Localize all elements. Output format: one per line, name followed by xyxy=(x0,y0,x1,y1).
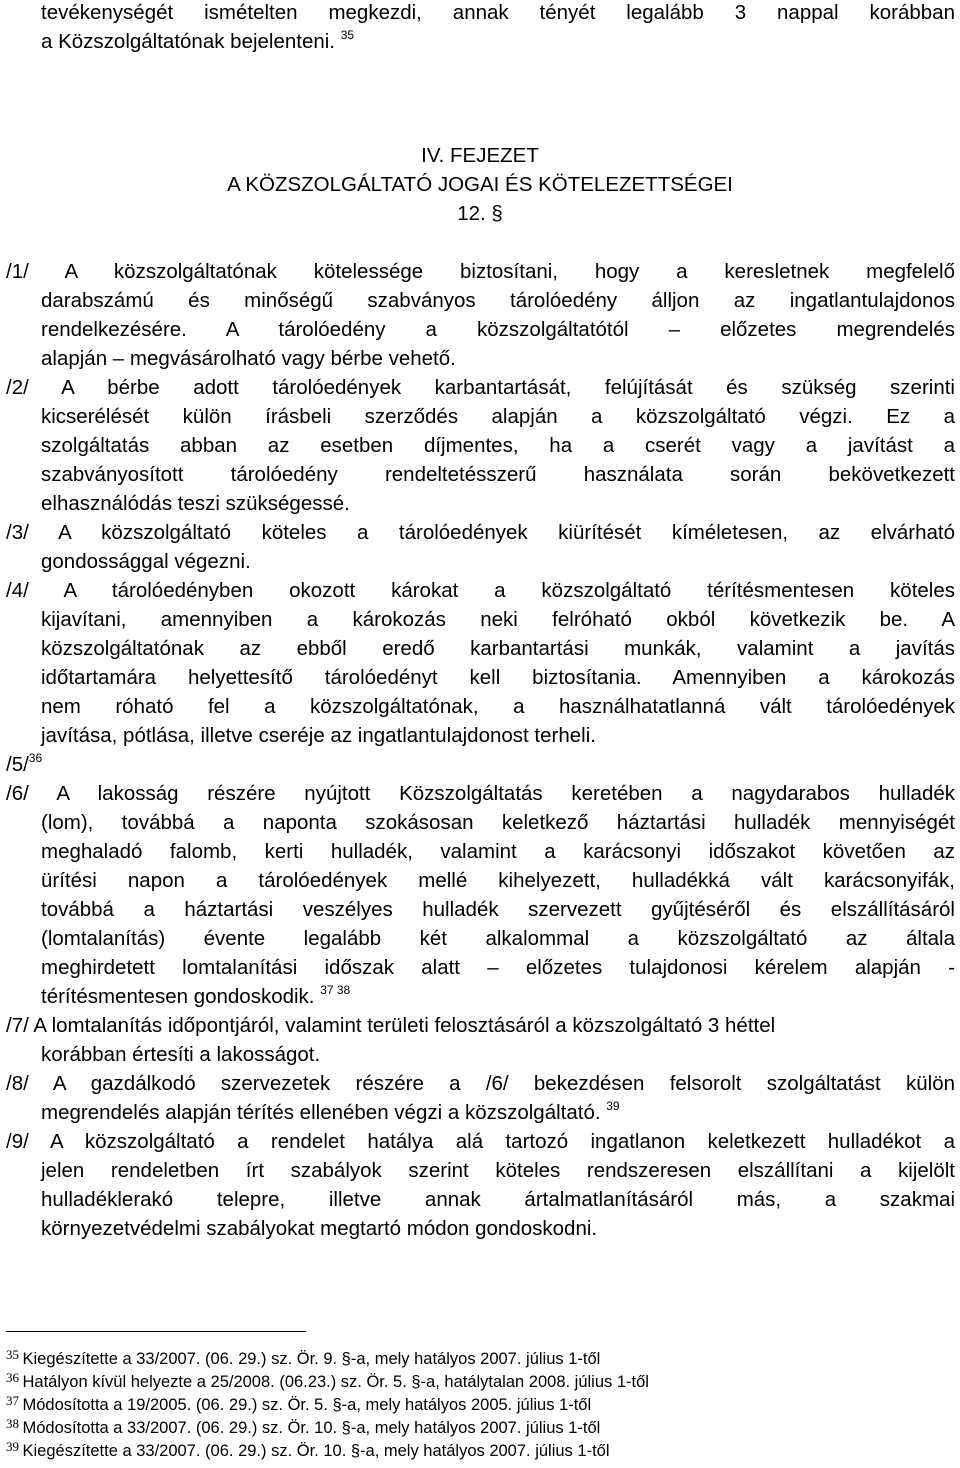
paragraph-6-line: meghaladó falomb, kerti hulladék, valamint a karácsonyi időszakot követően az xyxy=(41,840,955,863)
paragraph-6-line: /6/ A lakosság részére nyújtott Közszolgáltatás keretében a nagydarabos hulladék xyxy=(6,782,955,805)
paragraph-5-line: /5/$^{36}$ xyxy=(6,751,43,776)
footnote-separator xyxy=(6,1331,306,1332)
chapter-number: IV. FEJEZET xyxy=(421,144,539,167)
paragraph-6-line: meghirdetett lomtalanítási időszak alatt – előzetes tulajdonosi kérelem alapján - xyxy=(41,956,955,979)
paragraph-9-line: /9/ A közszolgáltató a rendelet hatálya alá tartozó ingatlanon keletkezett hulladékot a xyxy=(6,1130,955,1153)
paragraph-3-line: gondossággal végezni. xyxy=(41,550,251,573)
paragraph-4-line: /4/ A tárolóedényben okozott károkat a közszolgáltató térítésmentesen köteles xyxy=(6,579,955,602)
paragraph-6-line: ürítési napon a tárolóedények mellé kihelyezett, hulladékká vált karácsonyifák, xyxy=(41,869,955,892)
paragraph-8-line: /8/ A gazdálkodó szervezetek részére a /6/ bekezdésen felsorolt szolgáltatást külön xyxy=(6,1072,955,1095)
paragraph-6-line: (lom), továbbá a naponta szokásosan keletkező háztartási hulladék mennyiségét xyxy=(41,811,955,834)
text-line: a Közszolgáltatónak bejelenteni. $^{35}$ xyxy=(41,28,355,53)
paragraph-2-line: szabványosított tárolóedény rendeltetésszerű használata során bekövetkezett xyxy=(41,463,955,486)
paragraph-6-line: továbbá a háztartási veszélyes hulladék szervezett gyűjtéséről és elszállításáról xyxy=(41,898,955,921)
paragraph-9-line: jelen rendeletben írt szabályok szerint köteles rendszeresen elszállítani a kijelölt xyxy=(41,1159,955,1182)
paragraph-4-line: időtartamára helyettesítő tárolóedényt kell biztosítania. Amennyiben a károkozás xyxy=(41,666,955,689)
paragraph-1-line: darabszámú és minőségű szabványos tárolóedény álljon az ingatlantulajdonos xyxy=(41,289,955,312)
footnote-ref: 36 xyxy=(28,751,43,765)
paragraph-4-line: javítása, pótlása, illetve cseréje az ingatlantulajdonost terheli. xyxy=(41,724,596,747)
paragraph-1-line: alapján – megvásárolható vagy bérbe vehető. xyxy=(41,347,456,370)
paragraph-2-line: szolgáltatás abban az esetben díjmentes, ha a cserét vagy a javítást a xyxy=(41,434,955,457)
paragraph-7-line: /7/ A lomtalanítás időpontjáról, valamint területi felosztásáról a közszolgáltató 3 héttel xyxy=(6,1014,776,1037)
paragraph-4-line: kijavítani, amennyiben a károkozás neki felróható okból következik be. A xyxy=(41,608,955,631)
paragraph-4-line: nem róható fel a közszolgáltatónak, a használhatatlanná vált tárolóedények xyxy=(41,695,955,718)
paragraph-7-line: korábban értesíti a lakosságot. xyxy=(41,1043,321,1066)
text-line: tevékenységét ismételten megkezdi, annak tényét legalább 3 nappal korábban xyxy=(41,1,955,24)
paragraph-3-line: /3/ A közszolgáltató köteles a tárolóedények kiürítését kíméletesen, az elvárható xyxy=(6,521,955,544)
section-number: 12. § xyxy=(457,202,503,225)
footnote: $^{37}$ Módosította a 19/2005. (06. 29.) sz. Ör. 5. §-a, mely hatályos 2005. július 1-től xyxy=(6,1393,592,1414)
paragraph-6-line: térítésmentesen gondoskodik. $^{37 38}$ xyxy=(41,983,351,1008)
paragraph-9-line: környezetvédelmi szabályokat megtartó módon gondoskodni. xyxy=(41,1217,598,1240)
paragraph-2-line: kicserélését külön írásbeli szerződés alapján a közszolgáltató végzi. Ez a xyxy=(41,405,955,428)
paragraph-6-line: (lomtalanítás) évente legalább két alkalommal a közszolgáltató az általa xyxy=(41,927,955,950)
paragraph-1-line: rendelkezésére. A tárolóedény a közszolgáltatótól – előzetes megrendelés xyxy=(41,318,955,341)
paragraph-1-line: /1/ A közszolgáltatónak kötelessége biztosítani, hogy a keresletnek megfelelő xyxy=(6,260,955,283)
paragraph-9-line: hulladéklerakó telepre, illetve annak ártalmatlanításáról más, a szakmai xyxy=(41,1188,955,1211)
footnote-ref: 37 38 xyxy=(320,983,351,997)
footnote: $^{35}$ Kiegészítette a 33/2007. (06. 29.) sz. Ör. 9. §-a, mely hatályos 2007. július 1-től xyxy=(6,1347,601,1368)
paragraph-2-line: elhasználódás teszi szükségessé. xyxy=(41,492,350,515)
footnote-ref: 39 xyxy=(606,1099,620,1113)
footnote: $^{39}$ Kiegészítette a 33/2007. (06. 29.) sz. Ör. 10. §-a, mely hatályos 2007. július 1-től xyxy=(6,1439,610,1460)
footnote: $^{38}$ Módosította a 33/2007. (06. 29.) sz. Ör. 10. §-a, mely hatályos 2007. július 1-től xyxy=(6,1416,601,1437)
paragraph-4-line: közszolgáltatónak az ebből eredő karbantartási munkák, valamint a javítás xyxy=(41,637,955,660)
chapter-title: A KÖZSZOLGÁLTATÓ JOGAI ÉS KÖTELEZETTSÉGEI xyxy=(227,173,733,196)
paragraph-2-line: /2/ A bérbe adott tárolóedények karbantartását, felújítását és szükség szerinti xyxy=(6,376,955,399)
paragraph-8-line: megrendelés alapján térítés ellenében végzi a közszolgáltató. $^{39}$ xyxy=(41,1099,620,1124)
footnote-ref: 35 xyxy=(340,28,355,42)
footnote: $^{36}$ Hatályon kívül helyezte a 25/2008. (06.23.) sz. Ör. 5. §-a, hatálytalan 2008. július 1-től xyxy=(6,1370,649,1391)
